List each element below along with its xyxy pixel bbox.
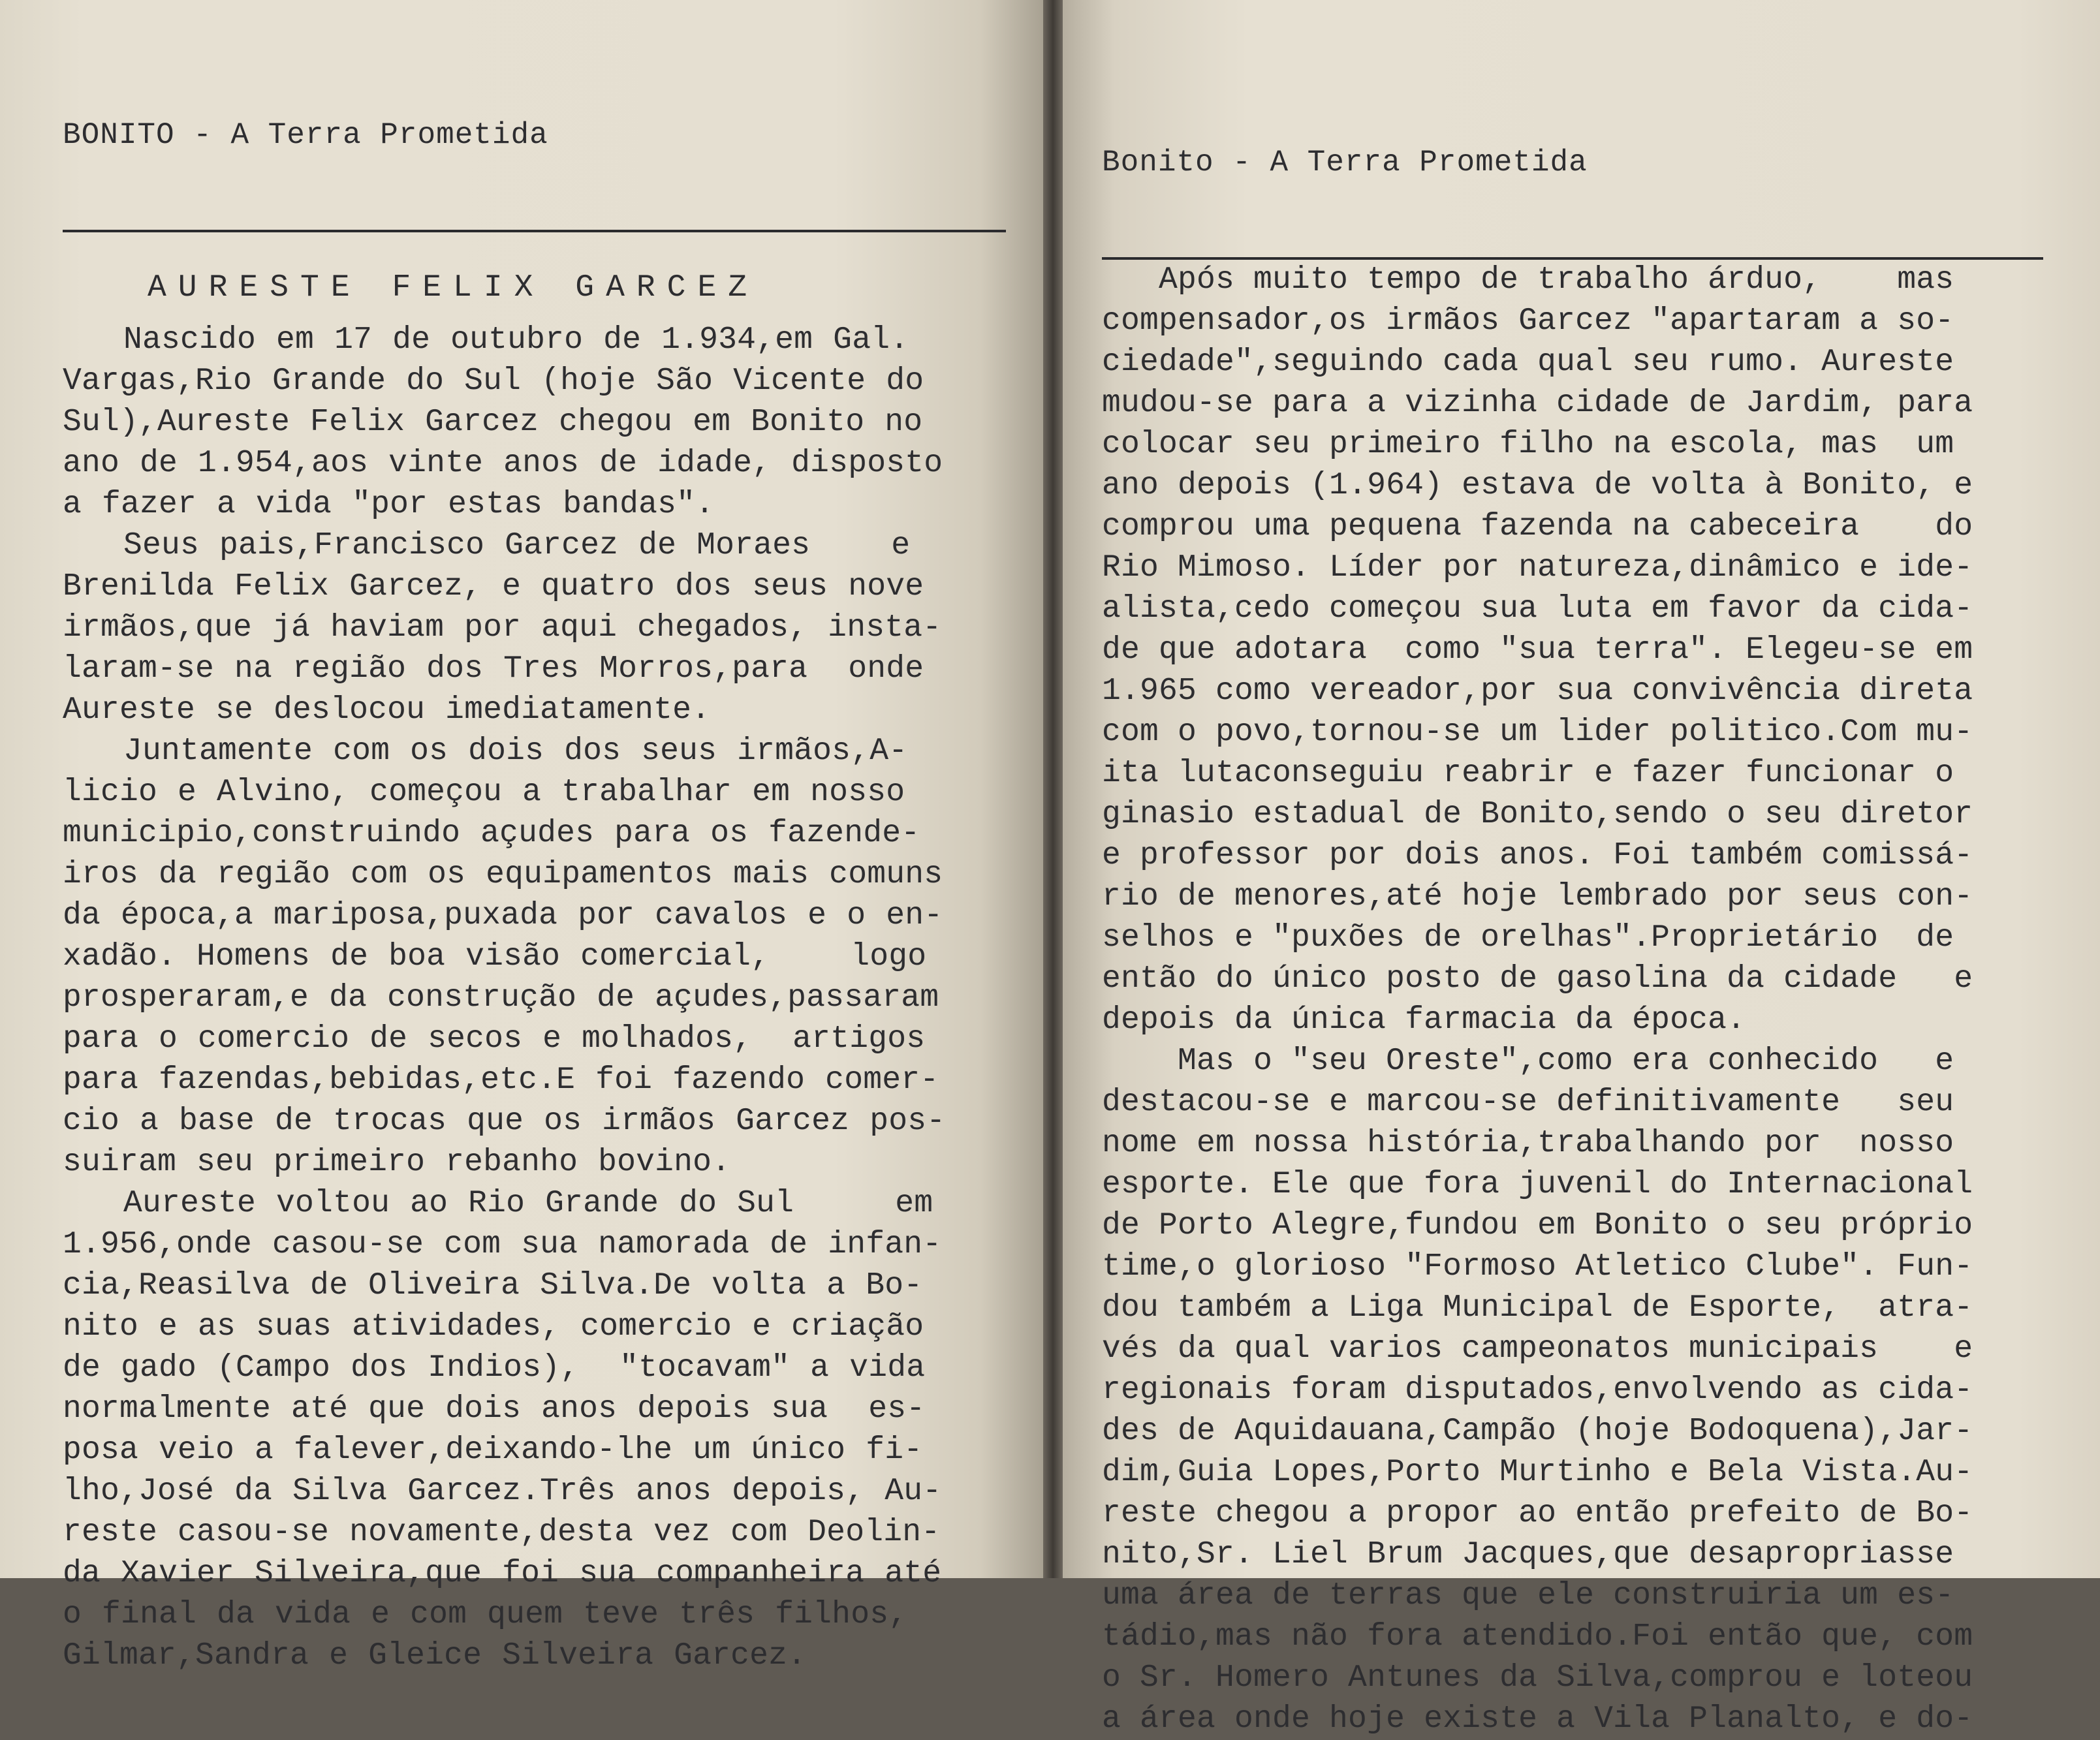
text-line: ano depois (1.964) estava de volta à Bonito, e xyxy=(1102,468,1973,503)
text-line: xadão. Homens de boa visão comercial, logo xyxy=(63,939,927,974)
text-line: dou também a Liga Municipal de Esporte, atra- xyxy=(1102,1290,1973,1326)
text-line: prosperaram,e da construção de açudes,passaram xyxy=(63,980,939,1016)
text-line: comprou uma pequena fazenda na cabeceira do xyxy=(1102,509,1973,544)
text-line: da Xavier Silveira,que foi sua companheira até xyxy=(63,1556,942,1591)
text-line: cia,Reasilva de Oliveira Silva.De volta a Bo- xyxy=(63,1268,923,1303)
text-line: ano de 1.954,aos vinte anos de idade, disposto xyxy=(63,446,943,481)
book-gutter xyxy=(1043,0,1063,1578)
text-line: mudou-se para a vizinha cidade de Jardim, para xyxy=(1102,386,1973,421)
text-line: ita lutaconseguiu reabrir e fazer funcionar o xyxy=(1102,756,1954,791)
text-line: ciedade",seguindo cada qual seu rumo. Aureste xyxy=(1102,345,1954,380)
text-line: municipio,construindo açudes para os fazende- xyxy=(63,816,920,851)
text-line: normalmente até que dois anos depois sua es- xyxy=(63,1391,926,1427)
text-line: tádio,mas não fora atendido.Foi então que, com xyxy=(1102,1619,1973,1655)
text-line: reste casou-se novamente,desta vez com Deolin- xyxy=(63,1515,941,1550)
text-line: a área onde hoje existe a Vila Planalto, e do- xyxy=(1102,1701,1973,1737)
text-line: de gado (Campo dos Indios), "tocavam" a vida xyxy=(63,1350,926,1386)
text-line: Sul),Aureste Felix Garcez chegou em Bonito no xyxy=(63,405,923,440)
text-line: da época,a mariposa,puxada por cavalos e o en- xyxy=(63,898,943,933)
left-running-head-text: BONITO - A Terra Prometida xyxy=(63,118,548,152)
text-line: selhos e "puxões de orelhas".Proprietário de xyxy=(1102,920,1954,955)
text-line: a fazer a vida "por estas bandas". xyxy=(63,487,715,522)
text-line: o Sr. Homero Antunes da Silva,comprou e loteou xyxy=(1102,1660,1973,1696)
text-line: e professor por dois anos. Foi também comissá- xyxy=(1102,838,1973,873)
text-line: esporte. Ele que fora juvenil do Internacional xyxy=(1102,1167,1973,1202)
text-line: irmãos,que já haviam por aqui chegados, insta- xyxy=(63,610,942,645)
text-line: Brenilda Felix Garcez, e quatro dos seus nove xyxy=(63,569,924,604)
text-line: para o comercio de secos e molhados, artigos xyxy=(63,1021,926,1057)
text-line: alista,cedo começou sua luta em favor da cida- xyxy=(1102,591,1973,627)
text-line: nito,Sr. Liel Brum Jacques,que desapropriasse xyxy=(1102,1537,1954,1572)
text-line: Após muito tempo de trabalho árduo, mas xyxy=(1102,262,1954,298)
text-line: 1.956,onde casou-se com sua namorada de infan- xyxy=(63,1227,942,1262)
text-line: Vargas,Rio Grande do Sul (hoje São Vicente do xyxy=(63,364,924,399)
text-line: lho,José da Silva Garcez.Três anos depois, Au- xyxy=(63,1474,942,1509)
right-running-head xyxy=(1102,68,2043,260)
text-line: com o povo,tornou-se um lider politico.Com mu- xyxy=(1102,715,1973,750)
article-title: AURESTE FELIX GARCEZ xyxy=(148,270,759,305)
text-line: iros da região com os equipamentos mais comuns xyxy=(63,857,943,892)
right-page-body xyxy=(1102,260,2100,1740)
text-line: dim,Guia Lopes,Porto Murtinho e Bela Vista.Au- xyxy=(1102,1455,1973,1490)
text-line: Aureste voltou ao Rio Grande do Sul em xyxy=(63,1186,933,1221)
left-page-body xyxy=(63,320,1043,1677)
text-line: cio a base de trocas que os irmãos Garcez pos- xyxy=(63,1104,946,1139)
text-line: Aureste se deslocou imediatamente. xyxy=(63,692,711,728)
text-line: posa veio a falever,deixando-lhe um único fi- xyxy=(63,1433,923,1468)
text-line: rio de menores,até hoje lembrado por seus con- xyxy=(1102,879,1973,914)
text-line: depois da única farmacia da época. xyxy=(1102,1002,1746,1038)
text-line: Rio Mimoso. Líder por natureza,dinâmico e ide- xyxy=(1102,550,1973,585)
text-line: des de Aquidauana,Campão (hoje Bodoquena),Jar- xyxy=(1102,1414,1973,1449)
text-line: vés da qual varios campeonatos municipais e xyxy=(1102,1331,1973,1367)
text-line: 1.965 como vereador,por sua convivência direta xyxy=(1102,674,1973,709)
left-running-head xyxy=(63,40,1006,232)
text-line: regionais foram disputados,envolvendo as cida- xyxy=(1102,1373,1973,1408)
text-line: time,o glorioso "Formoso Atletico Clube". Fun- xyxy=(1102,1249,1973,1284)
text-line: destacou-se e marcou-se definitivamente seu xyxy=(1102,1085,1954,1120)
text-line: de que adotara como "sua terra". Elegeu-se em xyxy=(1102,632,1973,668)
right-running-head-text: Bonito - A Terra Prometida xyxy=(1102,146,1588,179)
right-page xyxy=(1063,0,2100,1737)
text-line: Juntamente com os dois dos seus irmãos,A- xyxy=(63,734,908,769)
text-line: ginasio estadual de Bonito,sendo o seu diretor xyxy=(1102,797,1973,832)
text-line: Nascido em 17 de outubro de 1.934,em Gal. xyxy=(63,322,909,358)
text-line: o final da vida e com quem teve três filhos, xyxy=(63,1597,908,1632)
text-line: compensador,os irmãos Garcez "apartaram a so- xyxy=(1102,303,1954,339)
text-line: para fazendas,bebidas,etc.E foi fazendo comer- xyxy=(63,1063,939,1098)
text-line: Seus pais,Francisco Garcez de Moraes e xyxy=(63,528,911,563)
text-line: nito e as suas atividades, comercio e criação xyxy=(63,1309,924,1344)
text-line: laram-se na região dos Tres Morros,para onde xyxy=(63,651,924,687)
text-line: suiram seu primeiro rebanho bovino. xyxy=(63,1145,731,1180)
text-line: uma área de terras que ele construiria um es- xyxy=(1102,1578,1954,1613)
text-line: de Porto Alegre,fundou em Bonito o seu próprio xyxy=(1102,1208,1973,1243)
text-line: Gilmar,Sandra e Gleice Silveira Garcez. xyxy=(63,1638,807,1673)
text-line: nome em nossa história,trabalhando por nosso xyxy=(1102,1126,1954,1161)
text-line: Mas o "seu Oreste",como era conhecido e xyxy=(1102,1044,1954,1079)
left-page xyxy=(0,0,1043,1673)
text-line: reste chegou a propor ao então prefeito de Bo- xyxy=(1102,1496,1973,1531)
text-line: colocar seu primeiro filho na escola, mas um xyxy=(1102,427,1954,462)
text-line: licio e Alvino, começou a trabalhar em nosso xyxy=(63,775,905,810)
text-line: então do único posto de gasolina da cidade e xyxy=(1102,961,1973,997)
